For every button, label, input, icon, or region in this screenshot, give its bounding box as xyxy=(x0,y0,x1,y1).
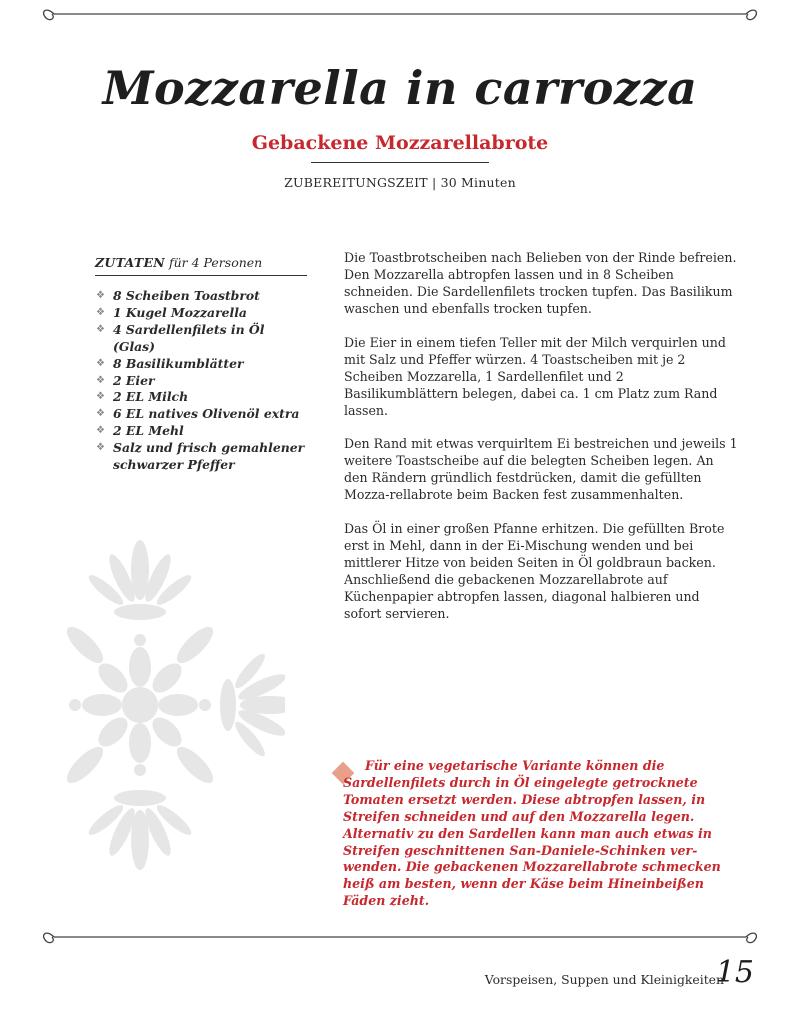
ingredient-item: ❖ 2 Eier xyxy=(96,372,155,388)
diamond-bullet-icon: ❖ xyxy=(96,442,105,454)
recipe-subtitle: Gebackene Mozzarellabrote xyxy=(251,132,549,154)
ingredient-item: ❖ 8 Basilikumblätter xyxy=(96,355,244,371)
method-paragraph: Die Toastbrotscheiben nach Belieben von der Rinde befreien. Den Mozzarella abtropfen lassen und in 8 Scheiben schneiden. Die Sardellenfilets trocken tupfen. Das Basilikum waschen und ebenfalls trocken tupfen. xyxy=(344,250,737,316)
recipe-title: Mozzarella in carrozza xyxy=(102,61,698,115)
bottom-divider xyxy=(40,925,760,949)
ingredient-item: ❖ 2 EL Mehl xyxy=(96,423,184,439)
diamond-bullet-icon: ❖ xyxy=(96,374,105,386)
tip-text: Für eine vegetarische Variante können die Sardellenfilets durch in Öl eingelegte getrocknete Tomaten ersetzt werden. Diese abtropfen lassen, in Streifen schneiden und auf den Mozzarella legen. Alternativ zu den Sardellen kann man auch etwas in Streifen geschnittenen San-Daniele-Schinken ver-wenden. Die gebackenen Mozzarellabrote schmecken heiß am besten, wenn der Käse beim Hineinbeißen Fäden zieht. xyxy=(343,758,721,909)
ingredients-heading xyxy=(95,255,307,276)
top-divider xyxy=(40,2,760,26)
ingredient-item: ❖ 1 Kugel Mozzarella xyxy=(96,304,247,320)
floral-ornament-icon xyxy=(45,520,285,890)
diamond-bullet-icon: ❖ xyxy=(96,408,105,420)
prep-time: ZUBEREITUNGSZEIT | 30 Minuten xyxy=(284,175,516,190)
ingredients-panel xyxy=(95,255,307,474)
diamond-bullet-icon: ❖ xyxy=(96,357,105,369)
method-text xyxy=(344,250,739,640)
ingredient-item: ❖ Salz und frisch gemahlener schwarzer Pfeffer xyxy=(96,440,305,473)
page-number: 15 xyxy=(715,955,754,990)
title-divider xyxy=(311,162,489,163)
ingredient-item: ❖ 6 EL natives Olivenöl extra xyxy=(96,406,300,422)
method-paragraph: Die Eier in einem tiefen Teller mit der Milch verquirlen und mit Salz und Pfeffer würzen. 4 Toastscheiben mit je 2 Scheiben Mozzarella, 1 Sardellenfilet und 2 Basilikumblättern belegen, dabei ca. 1 cm Platz zum Rand lassen. xyxy=(344,334,726,418)
ingredients-list xyxy=(95,288,307,474)
ingredient-item: ❖ 2 EL Milch xyxy=(96,389,189,405)
diamond-bullet-icon: ❖ xyxy=(96,391,105,403)
method-paragraph: Den Rand mit etwas verquirltem Ei bestreichen und jeweils 1 weitere Toastscheibe auf die belegten Scheiben legen. An den Rändern gründlich festdrücken, damit die gefüllten Mozza-rellabrote beim Backen fest zusammenhalten. xyxy=(344,436,738,503)
diamond-bullet-icon: ❖ xyxy=(96,290,105,301)
diamond-bullet-icon: ❖ xyxy=(96,323,105,335)
ingredients-title: ZUTATEN xyxy=(95,255,166,270)
chapter-footer: Vorspeisen, Suppen und Kleinigkeiten xyxy=(484,972,724,987)
diamond-bullet-icon: ❖ xyxy=(96,306,105,318)
ingredient-item: ❖ 8 Scheiben Toastbrot xyxy=(96,288,260,303)
servings-label: für 4 Personen xyxy=(169,255,263,270)
diamond-bullet-icon: ❖ xyxy=(96,425,105,437)
ingredient-item: ❖ 4 Sardellenfilets in Öl (Glas) xyxy=(96,321,265,354)
method-paragraph: Das Öl in einer großen Pfanne erhitzen. Die gefüllten Brote erst in Mehl, dann in der Ei-Mischung wenden und bei mittlerer Hitze von beiden Seiten in Öl goldbraun backen. Anschließend die gebackenen Mozzarellabrote auf Küchenpapier abtropfen lassen, diagonal halbieren und sofort servieren. xyxy=(344,521,725,621)
